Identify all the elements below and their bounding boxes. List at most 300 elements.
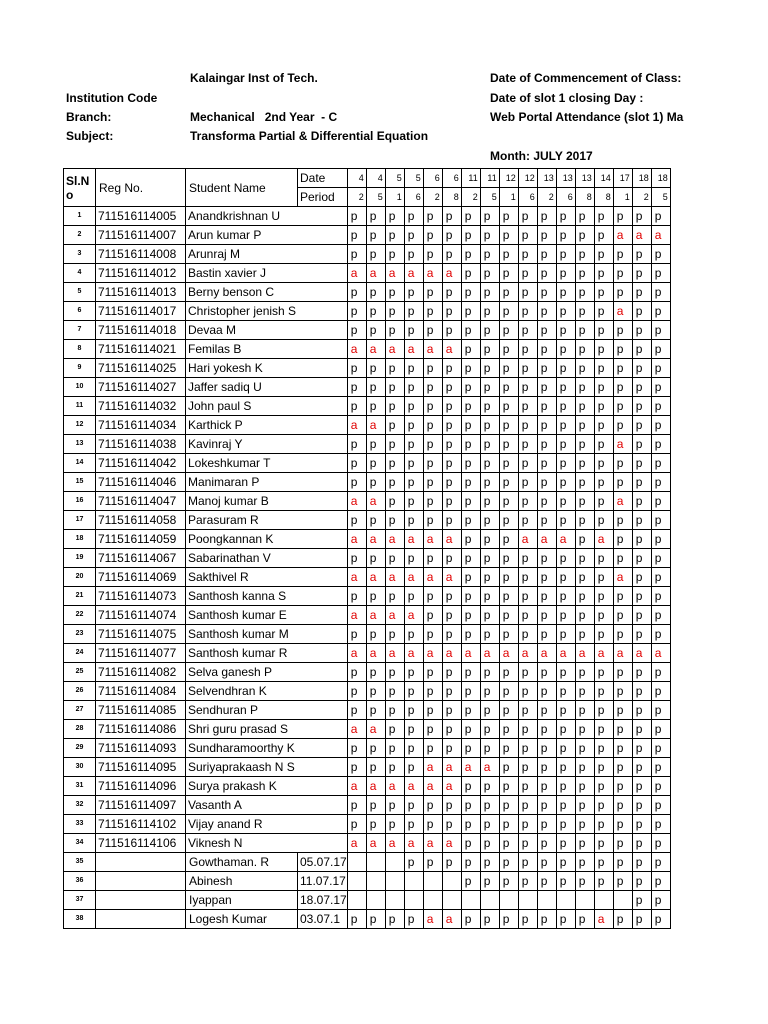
date-header-cell: 12 (518, 169, 537, 188)
attendance-mark: a (404, 777, 423, 796)
attendance-mark: p (556, 720, 575, 739)
attendance-mark: p (651, 435, 670, 454)
attendance-mark: p (632, 568, 651, 587)
table-row (64, 283, 671, 302)
attendance-mark: p (461, 872, 480, 891)
attendance-mark: p (651, 245, 670, 264)
attendance-mark: p (518, 340, 537, 359)
attendance-mark: p (613, 416, 632, 435)
attendance-mark: p (461, 511, 480, 530)
attendance-mark: p (461, 701, 480, 720)
attendance-mark: p (537, 682, 556, 701)
attendance-mark: p (556, 435, 575, 454)
date-header-cell: 13 (537, 169, 556, 188)
attendance-mark: p (499, 872, 518, 891)
student-name: Arun kumar P (186, 226, 348, 245)
attendance-mark: p (632, 435, 651, 454)
attendance-mark: p (404, 853, 423, 872)
attendance-mark: a (366, 834, 385, 853)
student-name: Hari yokesh K (186, 359, 348, 378)
serial-number: 32 (64, 796, 96, 815)
attendance-mark: p (423, 492, 442, 511)
attendance-mark: p (347, 397, 366, 416)
period-header-cell: 8 (442, 188, 461, 207)
attendance-mark: p (385, 283, 404, 302)
attendance-mark: p (442, 796, 461, 815)
attendance-mark: p (575, 492, 594, 511)
attendance-mark: p (461, 739, 480, 758)
period-header-cell: 2 (347, 188, 366, 207)
attendance-mark: p (480, 701, 499, 720)
attendance-mark: a (366, 264, 385, 283)
attendance-mark: p (632, 606, 651, 625)
student-name: Selva ganesh P (186, 663, 348, 682)
attendance-mark: a (347, 834, 366, 853)
attendance-mark: p (594, 207, 613, 226)
attendance-mark: p (347, 454, 366, 473)
attendance-mark: p (575, 321, 594, 340)
serial-number: 2 (64, 226, 96, 245)
serial-number: 8 (64, 340, 96, 359)
attendance-mark: p (613, 245, 632, 264)
attendance-mark: p (613, 321, 632, 340)
attendance-mark: a (385, 644, 404, 663)
attendance-mark: a (366, 492, 385, 511)
attendance-mark: p (499, 587, 518, 606)
date-header-cell: 14 (594, 169, 613, 188)
attendance-mark: p (518, 302, 537, 321)
attendance-table (63, 168, 671, 929)
attendance-mark: p (423, 739, 442, 758)
serial-number: 34 (64, 834, 96, 853)
table-row (64, 473, 671, 492)
attendance-mark: p (556, 378, 575, 397)
attendance-mark: p (518, 226, 537, 245)
attendance-mark: p (632, 720, 651, 739)
attendance-mark: p (575, 606, 594, 625)
reg-number: 711516114096 (96, 777, 186, 796)
serial-number: 4 (64, 264, 96, 283)
attendance-mark: p (423, 473, 442, 492)
attendance-mark: p (556, 872, 575, 891)
attendance-mark: p (537, 758, 556, 777)
attendance-mark: p (613, 872, 632, 891)
attendance-mark: p (499, 454, 518, 473)
student-name: Arunraj M (186, 245, 348, 264)
attendance-mark: p (556, 815, 575, 834)
attendance-mark: p (518, 397, 537, 416)
attendance-mark: p (499, 397, 518, 416)
attendance-mark: p (537, 264, 556, 283)
slot-closing-label: Date of slot 1 closing Day : (490, 91, 644, 105)
attendance-mark: p (537, 720, 556, 739)
reg-number: 711516114017 (96, 302, 186, 321)
attendance-mark: p (518, 701, 537, 720)
reg-number: 711516114086 (96, 720, 186, 739)
attendance-mark: p (575, 587, 594, 606)
reg-number-empty (96, 910, 186, 929)
attendance-mark: p (613, 473, 632, 492)
attendance-mark: p (556, 549, 575, 568)
attendance-mark: p (385, 682, 404, 701)
attendance-mark: p (575, 226, 594, 245)
attendance-mark: p (613, 207, 632, 226)
attendance-mark: p (575, 549, 594, 568)
attendance-mark: p (613, 815, 632, 834)
serial-number: 31 (64, 777, 96, 796)
attendance-mark: p (556, 283, 575, 302)
attendance-mark: a (423, 834, 442, 853)
attendance-mark: p (461, 435, 480, 454)
attendance-mark: p (366, 625, 385, 644)
attendance-mark: p (480, 872, 499, 891)
serial-number: 35 (64, 853, 96, 872)
attendance-mark: p (575, 454, 594, 473)
attendance-mark: p (461, 359, 480, 378)
reg-number: 711516114097 (96, 796, 186, 815)
attendance-mark: p (537, 739, 556, 758)
subject-value: Transforma Partial & Differential Equation (190, 129, 429, 143)
attendance-mark: p (366, 378, 385, 397)
attendance-mark: a (385, 340, 404, 359)
attendance-mark: p (347, 587, 366, 606)
attendance-mark: p (556, 264, 575, 283)
attendance-mark: p (651, 682, 670, 701)
attendance-mark: p (385, 416, 404, 435)
attendance-mark: p (442, 454, 461, 473)
attendance-mark: p (461, 720, 480, 739)
attendance-mark: p (632, 340, 651, 359)
attendance-mark: a (404, 264, 423, 283)
attendance-mark: p (442, 549, 461, 568)
attendance-mark: p (366, 359, 385, 378)
student-name: Selvendhran K (186, 682, 348, 701)
attendance-mark: a (442, 910, 461, 929)
attendance-mark: p (461, 530, 480, 549)
attendance-mark: p (461, 340, 480, 359)
attendance-mark: p (518, 435, 537, 454)
attendance-mark: p (480, 207, 499, 226)
attendance-mark: p (537, 606, 556, 625)
attendance-mark: p (594, 454, 613, 473)
attendance-mark: p (613, 283, 632, 302)
attendance-mark: p (651, 511, 670, 530)
attendance-mark: a (404, 834, 423, 853)
student-name: Gowthaman. R (186, 853, 298, 872)
attendance-mark: p (385, 397, 404, 416)
attendance-mark: p (366, 473, 385, 492)
attendance-mark: p (556, 796, 575, 815)
table-row (64, 378, 671, 397)
attendance-mark: p (575, 910, 594, 929)
attendance-mark: p (594, 321, 613, 340)
attendance-mark: a (366, 416, 385, 435)
attendance-mark: p (442, 511, 461, 530)
attendance-mark (404, 872, 423, 891)
attendance-mark: p (499, 910, 518, 929)
attendance-mark: p (537, 663, 556, 682)
attendance-mark: p (575, 397, 594, 416)
attendance-mark: p (632, 587, 651, 606)
table-row (64, 587, 671, 606)
attendance-mark: a (613, 568, 632, 587)
attendance-mark: p (366, 739, 385, 758)
attendance-mark: p (613, 701, 632, 720)
attendance-mark: a (594, 910, 613, 929)
serial-number: 25 (64, 663, 96, 682)
attendance-mark: a (423, 777, 442, 796)
attendance-mark: p (385, 511, 404, 530)
attendance-mark: p (613, 454, 632, 473)
attendance-mark: p (594, 682, 613, 701)
attendance-mark: p (651, 397, 670, 416)
table-row (64, 416, 671, 435)
attendance-mark: p (594, 853, 613, 872)
serial-number: 14 (64, 454, 96, 473)
attendance-mark (613, 891, 632, 910)
date-header-cell: 17 (613, 169, 632, 188)
attendance-mark: p (404, 720, 423, 739)
attendance-mark: p (423, 321, 442, 340)
attendance-mark: p (537, 549, 556, 568)
attendance-mark: p (651, 549, 670, 568)
attendance-mark: p (404, 283, 423, 302)
attendance-mark: p (499, 226, 518, 245)
attendance-mark: a (347, 644, 366, 663)
attendance-mark: p (499, 264, 518, 283)
attendance-mark: p (461, 663, 480, 682)
attendance-mark: p (632, 416, 651, 435)
attendance-mark: p (594, 397, 613, 416)
web-portal-label: Web Portal Attendance (slot 1) Ma (490, 110, 684, 124)
attendance-mark: p (423, 207, 442, 226)
attendance-mark: p (347, 511, 366, 530)
attendance-mark: p (461, 378, 480, 397)
attendance-mark (442, 872, 461, 891)
table-row (64, 891, 671, 910)
attendance-mark: p (594, 511, 613, 530)
reg-number-empty (96, 872, 186, 891)
student-name: Viknesh N (186, 834, 348, 853)
attendance-mark: p (442, 739, 461, 758)
attendance-mark: a (613, 302, 632, 321)
attendance-mark: p (575, 245, 594, 264)
attendance-mark: p (499, 815, 518, 834)
attendance-mark: a (442, 758, 461, 777)
table-row (64, 796, 671, 815)
attendance-mark: p (613, 264, 632, 283)
attendance-mark: p (385, 302, 404, 321)
attendance-mark: p (461, 283, 480, 302)
period-header-cell: 6 (518, 188, 537, 207)
attendance-mark: p (613, 777, 632, 796)
attendance-mark: p (575, 777, 594, 796)
attendance-mark: p (518, 264, 537, 283)
attendance-mark: p (594, 264, 613, 283)
col-period-header: Period (298, 188, 348, 207)
attendance-mark: p (632, 872, 651, 891)
attendance-mark: p (480, 416, 499, 435)
attendance-mark: p (651, 473, 670, 492)
attendance-mark: a (499, 644, 518, 663)
attendance-mark: p (594, 435, 613, 454)
attendance-mark: a (385, 264, 404, 283)
attendance-mark: p (499, 796, 518, 815)
date-header-cell: 13 (556, 169, 575, 188)
reg-number: 711516114047 (96, 492, 186, 511)
student-name: Vasanth A (186, 796, 348, 815)
attendance-mark: p (594, 663, 613, 682)
attendance-mark: p (632, 777, 651, 796)
attendance-mark: p (651, 910, 670, 929)
attendance-mark: p (632, 473, 651, 492)
attendance-mark: p (480, 568, 499, 587)
attendance-mark (518, 891, 537, 910)
attendance-mark: p (442, 226, 461, 245)
serial-number: 10 (64, 378, 96, 397)
serial-number: 21 (64, 587, 96, 606)
attendance-mark: p (613, 530, 632, 549)
attendance-mark: p (594, 245, 613, 264)
attendance-mark: p (537, 397, 556, 416)
attendance-mark: a (461, 644, 480, 663)
attendance-mark: p (404, 435, 423, 454)
table-row (64, 701, 671, 720)
attendance-mark: a (423, 340, 442, 359)
attendance-mark: p (385, 359, 404, 378)
serial-number: 36 (64, 872, 96, 891)
attendance-mark: p (537, 587, 556, 606)
reg-number: 711516114075 (96, 625, 186, 644)
attendance-mark: a (613, 644, 632, 663)
attendance-mark: p (594, 302, 613, 321)
serial-number: 1 (64, 207, 96, 226)
attendance-mark: p (461, 302, 480, 321)
attendance-mark: p (423, 397, 442, 416)
attendance-mark: p (385, 720, 404, 739)
attendance-mark: p (575, 416, 594, 435)
attendance-mark (366, 891, 385, 910)
attendance-mark: p (480, 378, 499, 397)
period-header-cell: 2 (632, 188, 651, 207)
branch-label: Branch: (66, 110, 112, 124)
attendance-mark: p (575, 796, 594, 815)
attendance-mark: p (651, 701, 670, 720)
attendance-mark: p (594, 720, 613, 739)
attendance-mark: p (594, 701, 613, 720)
attendance-mark: p (556, 454, 575, 473)
reg-number: 711516114012 (96, 264, 186, 283)
attendance-mark: p (366, 435, 385, 454)
table-row (64, 359, 671, 378)
attendance-mark: p (499, 549, 518, 568)
col-date-header: Date (298, 169, 348, 188)
table-row (64, 720, 671, 739)
student-name: Sundharamoorthy K (186, 739, 348, 758)
attendance-mark: p (594, 606, 613, 625)
attendance-mark: a (385, 568, 404, 587)
attendance-mark: a (423, 910, 442, 929)
join-date: 03.07.1 (298, 910, 348, 929)
attendance-mark: a (575, 644, 594, 663)
reg-number-empty (96, 891, 186, 910)
attendance-mark: p (385, 758, 404, 777)
period-header-cell: 6 (556, 188, 575, 207)
attendance-mark: p (347, 207, 366, 226)
attendance-mark: p (442, 853, 461, 872)
table-row (64, 644, 671, 663)
attendance-mark: p (556, 834, 575, 853)
student-name: Logesh Kumar (186, 910, 298, 929)
attendance-mark: p (518, 853, 537, 872)
attendance-mark: p (347, 815, 366, 834)
attendance-mark: p (404, 663, 423, 682)
attendance-mark: p (366, 321, 385, 340)
attendance-mark: p (442, 359, 461, 378)
attendance-mark: p (480, 264, 499, 283)
attendance-mark: p (366, 397, 385, 416)
attendance-mark: p (537, 511, 556, 530)
attendance-mark: a (404, 530, 423, 549)
attendance-mark (442, 891, 461, 910)
attendance-mark: p (499, 701, 518, 720)
reg-number: 711516114073 (96, 587, 186, 606)
attendance-mark: p (423, 378, 442, 397)
attendance-mark: a (423, 644, 442, 663)
attendance-mark: p (347, 245, 366, 264)
serial-number: 18 (64, 530, 96, 549)
reg-number: 711516114038 (96, 435, 186, 454)
table-row (64, 530, 671, 549)
attendance-mark: p (594, 492, 613, 511)
attendance-mark: p (594, 872, 613, 891)
attendance-mark: p (366, 511, 385, 530)
table-row (64, 435, 671, 454)
attendance-mark: p (575, 834, 594, 853)
attendance-mark: p (632, 701, 651, 720)
attendance-mark: p (632, 283, 651, 302)
attendance-mark: a (632, 644, 651, 663)
attendance-mark: p (632, 207, 651, 226)
attendance-mark: a (537, 644, 556, 663)
attendance-mark: p (518, 245, 537, 264)
attendance-mark: p (480, 834, 499, 853)
serial-number: 20 (64, 568, 96, 587)
student-name: Abinesh (186, 872, 298, 891)
attendance-mark: p (423, 416, 442, 435)
attendance-mark: p (575, 720, 594, 739)
date-header-cell: 11 (480, 169, 499, 188)
attendance-mark: a (423, 530, 442, 549)
attendance-mark: p (499, 473, 518, 492)
reg-number: 711516114077 (96, 644, 186, 663)
student-name: Santhosh kanna S (186, 587, 348, 606)
attendance-mark: a (613, 226, 632, 245)
attendance-mark: p (556, 492, 575, 511)
student-name: Sabarinathan V (186, 549, 348, 568)
attendance-mark: p (632, 530, 651, 549)
attendance-mark: p (537, 416, 556, 435)
attendance-mark: p (651, 834, 670, 853)
attendance-mark: a (347, 416, 366, 435)
attendance-mark: p (632, 359, 651, 378)
col-regno-header: Reg No. (96, 169, 186, 207)
attendance-mark: p (518, 283, 537, 302)
attendance-mark: p (594, 834, 613, 853)
attendance-mark: p (575, 739, 594, 758)
attendance-mark: p (556, 777, 575, 796)
student-name: Manimaran P (186, 473, 348, 492)
